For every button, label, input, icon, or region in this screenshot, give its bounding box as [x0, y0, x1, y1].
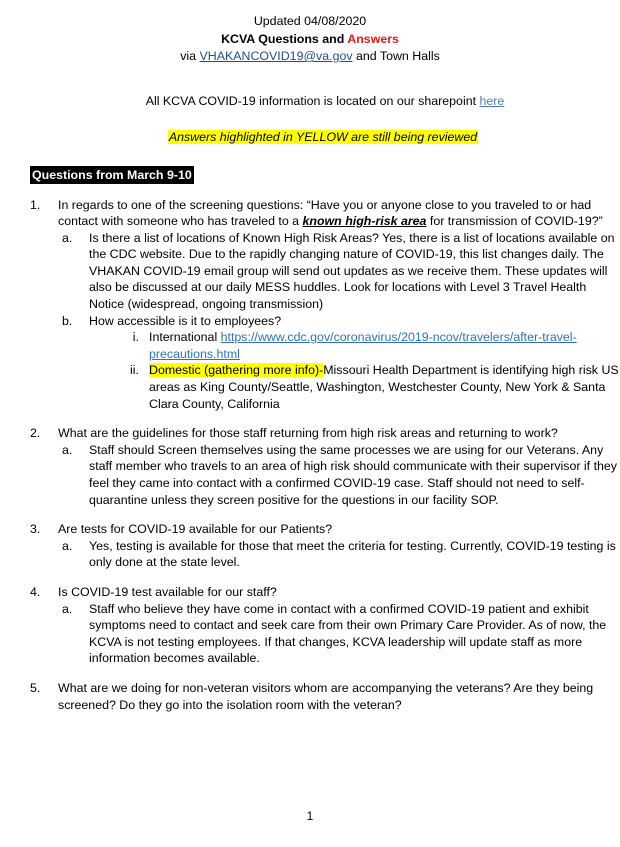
sub-answer-item	[58, 601, 620, 667]
sub-answer-marker: b.	[62, 313, 73, 328]
via-suffix: and Town Halls	[352, 49, 440, 63]
contact-line	[0, 48, 620, 66]
sub-answer-item	[58, 230, 620, 313]
question-emphasis: known high-risk area	[302, 214, 427, 229]
question-text: What are the guidelines for those staff returning from high risk areas and returning to work?	[58, 426, 558, 441]
sub-answer-text: Is there a list of locations of Known High Risk Areas? Yes, there is a list of locations available on the CDC website. Due to the rapidly changing nature of COVID-19, this list changes daily. The VHAKAN COVID-19 email group will send out updates as we receive them. These updates will also be discussed at our daily MESS huddles. Look for locations with Level 3 Travel Health Notice (widespread, ongoing transmission)	[89, 230, 615, 312]
question-marker: 3.	[30, 522, 41, 537]
yellow-review-note: Answers highlighted in YELLOW are still being reviewed	[168, 129, 478, 144]
yellow-note-row	[0, 128, 620, 146]
sub-answers-list	[58, 601, 620, 667]
sharepoint-text: All KCVA COVID-19 information is located on our sharepoint	[145, 93, 480, 108]
question-item	[0, 425, 620, 508]
sub-answers-list	[58, 442, 620, 508]
sub-answer-marker: a.	[62, 538, 73, 553]
question-item	[0, 521, 620, 571]
sub-answer-marker: a.	[62, 601, 73, 616]
question-text-part2: for transmission of COVID-19?”	[426, 214, 603, 229]
roman-sub-item	[89, 329, 620, 362]
question-item	[0, 680, 620, 713]
document-title	[0, 31, 620, 49]
document-title-main: KCVA Questions and	[221, 31, 348, 46]
question-text	[58, 197, 620, 230]
question-marker: 2.	[30, 426, 41, 441]
section-heading-label: Questions from March 9-10	[32, 167, 192, 182]
question-item	[0, 197, 620, 413]
sharepoint-line	[0, 93, 620, 110]
roman-sub-list	[89, 329, 620, 412]
roman-sub-marker: ii.	[130, 363, 139, 378]
email-link[interactable]: VHAKANCOVID19@va.gov	[199, 49, 353, 63]
sub-answer-item	[58, 442, 620, 508]
sub-answer-marker: a.	[62, 230, 73, 245]
updated-date: Updated 04/08/2020	[253, 14, 367, 28]
question-marker: 1.	[30, 197, 41, 212]
domestic-highlight: Domestic (gathering more info)-	[149, 363, 324, 378]
via-prefix: via	[180, 49, 200, 63]
section-heading	[30, 166, 194, 184]
sub-answer-text: Staff should Screen themselves using the same processes we are using for our Veterans. Any staff member who travels to an area of high risk should communicate with their supervisor if they feel they came into contact with a confirmed COVID-19 case. Staff should not need to self-quarantine unless they screen positive for the questions in our facility SOP.	[89, 442, 617, 507]
cdc-travel-link[interactable]: https://www.cdc.gov/coronavirus/2019-ncov/travelers/after-travel-precautions.html	[149, 330, 577, 361]
question-text: What are we doing for non-veteran visitors whom are accompanying the veterans? Are they being screened? Do they go into the isolation room with the veteran?	[58, 680, 594, 712]
sub-answer-marker: a.	[62, 442, 73, 457]
question-marker: 4.	[30, 584, 41, 599]
roman-sub-marker: i.	[132, 330, 139, 345]
sub-answer-item	[58, 538, 620, 571]
question-text-part1: In regards to one of the screening questions: “Have you or anyone close to you traveled to or had contact with someone who has traveled to a	[58, 197, 592, 229]
question-marker: 5.	[30, 680, 41, 695]
question-text: Is COVID-19 test available for our staff?	[58, 584, 277, 599]
sub-answer-text: Yes, testing is available for those that meet the criteria for testing. Currently, COVID-19 testing is only done at the state level.	[89, 538, 616, 570]
roman-sub-item	[89, 362, 620, 412]
roman-sub-label: International	[149, 330, 221, 345]
document-title-accent: Answers	[347, 31, 399, 46]
sharepoint-here-link[interactable]: here	[479, 93, 505, 108]
page-number: 1	[306, 809, 314, 823]
question-text: Are tests for COVID-19 available for our Patients?	[58, 522, 333, 537]
question-item	[0, 584, 620, 667]
sub-answers-list	[58, 538, 620, 571]
roman-sub-text: Missouri Health Department is identifying high risk US areas as King County/Seattle, Washington, Westchester County, New York & Santa Clara County, California	[149, 363, 619, 411]
document-header	[0, 0, 620, 66]
sub-answers-list	[58, 230, 620, 413]
sub-answer-item	[58, 313, 620, 413]
sub-answer-text: How accessible is it to employees?	[89, 313, 282, 328]
page-footer	[0, 809, 620, 823]
questions-list	[0, 197, 620, 714]
sub-answer-text: Staff who believe they have come in contact with a confirmed COVID-19 patient and exhibit symptoms need to contact and seek care from their own Primary Care Provider. As of now, the KCVA is not testing employees. If that changes, KCVA leadership will update staff as more information becomes available.	[89, 601, 607, 666]
